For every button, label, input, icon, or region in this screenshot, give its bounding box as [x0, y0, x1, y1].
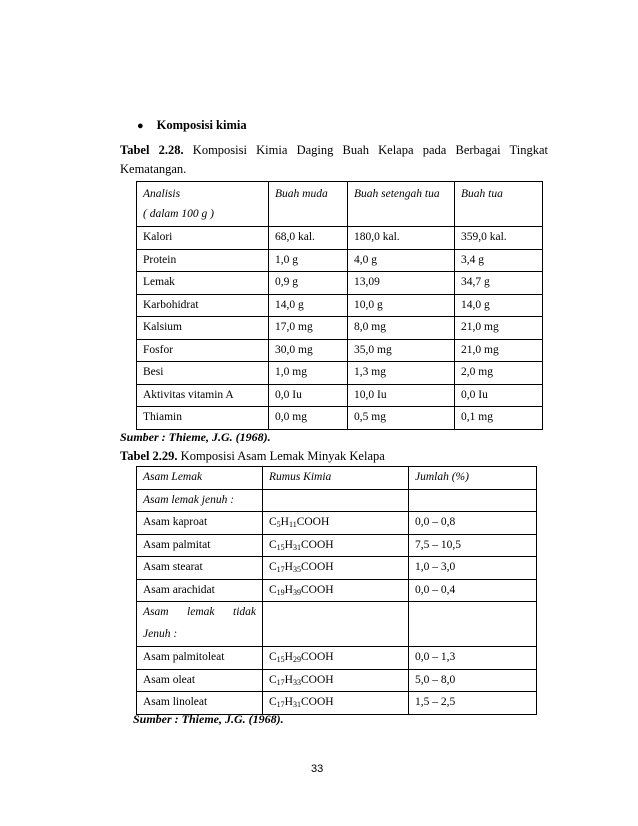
table2-row	[137, 534, 537, 557]
table1-cell: 30,0 mg	[269, 339, 348, 362]
table1-header-muda: Buah muda	[269, 182, 348, 227]
table2-header-row	[137, 467, 537, 490]
table1-body	[137, 227, 543, 430]
table1-cell: 1,0 mg	[269, 362, 348, 385]
table2-unsaturated-body	[137, 647, 537, 715]
formula-carbon-count: 5	[276, 520, 281, 529]
formula-carbon: C	[269, 651, 277, 663]
table1-header-analisis	[137, 182, 269, 227]
table1-row	[137, 362, 543, 385]
acid-formula	[263, 534, 409, 557]
acid-formula	[263, 692, 409, 715]
table1-cell: 2,0 mg	[455, 362, 543, 385]
table2-group-unsaturated	[137, 602, 263, 647]
table2-header-asam: Asam Lemak	[137, 467, 263, 490]
table2-row	[137, 579, 537, 602]
table1-caption-label: Tabel 2.28.	[120, 143, 184, 157]
table1-row	[137, 339, 543, 362]
table1-row	[137, 384, 543, 407]
table2-header-rumus: Rumus Kimia	[263, 467, 409, 490]
table1-caption-text: Komposisi Kimia Daging Buah Kelapa pada Berbagai Tingkat	[192, 143, 548, 157]
table1-cell: 8,0 mg	[348, 317, 455, 340]
formula-hydrogen: H	[284, 673, 293, 686]
table1-cell: Kalori	[137, 227, 269, 250]
table1-cell: 13,09	[348, 272, 455, 295]
formula-hydrogen: H	[284, 651, 293, 663]
table1-cell: Lemak	[137, 272, 269, 295]
table2-empty-cell	[409, 602, 537, 647]
table1-cell: 10,0 Iu	[348, 384, 455, 407]
formula-hydrogen-count: 29	[292, 655, 301, 664]
acid-range: 1,5 – 2,5	[409, 692, 537, 715]
table1-caption-line2: Kematangan.	[120, 162, 187, 176]
formula-suffix: COOH	[300, 696, 334, 708]
formula-carbon-count: 17	[276, 700, 285, 709]
group2-line1: Asam lemak tidak	[143, 606, 256, 618]
table1-header-row	[137, 182, 543, 227]
table1-cell: 0,5 mg	[348, 407, 455, 430]
formula-carbon: C	[269, 538, 277, 551]
table1-row	[137, 249, 543, 272]
acid-formula	[263, 512, 409, 535]
table1-cell: 359,0 kal.	[455, 227, 543, 250]
formula-carbon-count: 15	[276, 542, 285, 552]
formula-carbon-count: 17	[276, 677, 285, 687]
page-number: 33	[311, 763, 324, 775]
acid-name: Asam oleat	[137, 669, 263, 692]
table1-cell: Fosfor	[137, 339, 269, 362]
table2-source: Sumber : Thieme, J.G. (1968).	[133, 712, 284, 726]
acid-range: 0,0 – 1,3	[409, 647, 537, 670]
table1-cell: 35,0 mg	[348, 339, 455, 362]
acid-range: 0,0 – 0,4	[409, 579, 537, 602]
formula-carbon: C	[269, 561, 277, 573]
formula-carbon-count: 15	[276, 655, 285, 664]
formula-suffix: COOH	[300, 538, 334, 551]
table2-saturated-body	[137, 512, 537, 602]
acid-name: Asam linoleat	[137, 692, 263, 715]
formula-hydrogen-count: 31	[292, 542, 301, 552]
table1-cell: 21,0 mg	[455, 317, 543, 340]
table1-cell: Thiamin	[137, 407, 269, 430]
formula-carbon-count: 17	[276, 565, 285, 574]
formula-carbon-count: 19	[276, 587, 285, 597]
table1-row	[137, 294, 543, 317]
group2-line2: Jenuh :	[143, 627, 178, 640]
table1-cell: Karbohidrat	[137, 294, 269, 317]
table1-cell: 17,0 mg	[269, 317, 348, 340]
table2-caption-text: Komposisi Asam Lemak Minyak Kelapa	[177, 449, 385, 463]
table1-source: Sumber : Thieme, J.G. (1968).	[120, 430, 271, 444]
acid-formula	[263, 647, 409, 670]
table2-group-row	[137, 602, 537, 647]
table1-cell: 180,0 kal.	[348, 227, 455, 250]
table1-cell: 4,0 g	[348, 249, 455, 272]
formula-suffix: COOH	[300, 673, 334, 686]
formula-suffix: COOH	[300, 651, 334, 663]
table2-empty-cell	[263, 602, 409, 647]
formula-hydrogen-count: 11	[288, 520, 297, 529]
formula-suffix: COOH	[300, 561, 334, 573]
header-analisis-line1: Analisis	[143, 188, 181, 200]
table1-row	[137, 407, 543, 430]
table1-cell: Kalsium	[137, 317, 269, 340]
acid-range: 0,0 – 0,8	[409, 512, 537, 535]
table1-cell: 10,0 g	[348, 294, 455, 317]
formula-hydrogen-count: 33	[292, 677, 301, 687]
acid-name: Asam arachidat	[137, 579, 263, 602]
table2-group-row	[137, 489, 537, 512]
formula-hydrogen-count: 35	[292, 565, 301, 574]
formula-hydrogen: H	[284, 538, 293, 551]
formula-hydrogen: H	[284, 583, 293, 596]
table1-cell: Besi	[137, 362, 269, 385]
formula-hydrogen: H	[280, 516, 289, 528]
table1-cell: 1,0 g	[269, 249, 348, 272]
acid-range: 7,5 – 10,5	[409, 534, 537, 557]
table2-row	[137, 692, 537, 715]
table2	[136, 466, 537, 715]
acid-formula	[263, 669, 409, 692]
formula-suffix: COOH	[300, 583, 334, 596]
table2-row	[137, 669, 537, 692]
table1-header-setengah: Buah setengah tua	[348, 182, 455, 227]
table2-empty-cell	[409, 489, 537, 512]
acid-formula	[263, 579, 409, 602]
table1-cell: 68,0 kal.	[269, 227, 348, 250]
table1-cell: 0,0 Iu	[455, 384, 543, 407]
acid-range: 1,0 – 3,0	[409, 557, 537, 580]
table1-cell: 14,0 g	[269, 294, 348, 317]
table1-cell: 0,0 mg	[269, 407, 348, 430]
formula-carbon: C	[269, 696, 277, 708]
table1-cell: 21,0 mg	[455, 339, 543, 362]
formula-carbon: C	[269, 583, 277, 596]
table1-row	[137, 272, 543, 295]
table1-caption	[120, 139, 548, 162]
table1-header-tua: Buah tua	[455, 182, 543, 227]
acid-name: Asam palmitat	[137, 534, 263, 557]
formula-carbon: C	[269, 516, 277, 528]
table1-cell: 0,9 g	[269, 272, 348, 295]
table1-cell: Aktivitas vitamin A	[137, 384, 269, 407]
table2-empty-cell	[263, 489, 409, 512]
acid-range: 5,0 – 8,0	[409, 669, 537, 692]
table1-cell: 1,3 mg	[348, 362, 455, 385]
bullet-icon: ●	[137, 119, 144, 132]
table1-cell: Protein	[137, 249, 269, 272]
acid-formula	[263, 557, 409, 580]
table1-cell: 0,0 Iu	[269, 384, 348, 407]
formula-carbon: C	[269, 673, 277, 686]
table2-row	[137, 512, 537, 535]
formula-hydrogen-count: 31	[292, 700, 301, 709]
table1-cell: 14,0 g	[455, 294, 543, 317]
table2-row	[137, 557, 537, 580]
header-analisis-line2: ( dalam 100 g )	[143, 208, 214, 220]
table2-header-jumlah: Jumlah (%)	[409, 467, 537, 490]
formula-hydrogen: H	[284, 561, 293, 573]
table1-cell: 34,7 g	[455, 272, 543, 295]
formula-suffix: COOH	[296, 516, 330, 528]
section-heading	[137, 118, 247, 133]
acid-name: Asam palmitoleat	[137, 647, 263, 670]
table2-row	[137, 647, 537, 670]
section-heading-text: Komposisi kimia	[156, 118, 247, 132]
acid-name: Asam stearat	[137, 557, 263, 580]
formula-hydrogen: H	[284, 696, 293, 708]
table1-row	[137, 227, 543, 250]
acid-name: Asam kaproat	[137, 512, 263, 535]
table1-cell: 0,1 mg	[455, 407, 543, 430]
table1	[136, 181, 543, 430]
formula-hydrogen-count: 39	[292, 587, 301, 597]
table2-group-saturated: Asam lemak jenuh :	[137, 489, 263, 512]
table2-caption-label: Tabel 2.29.	[120, 449, 178, 463]
table1-cell: 3,4 g	[455, 249, 543, 272]
table2-caption	[120, 449, 385, 464]
table1-row	[137, 317, 543, 340]
